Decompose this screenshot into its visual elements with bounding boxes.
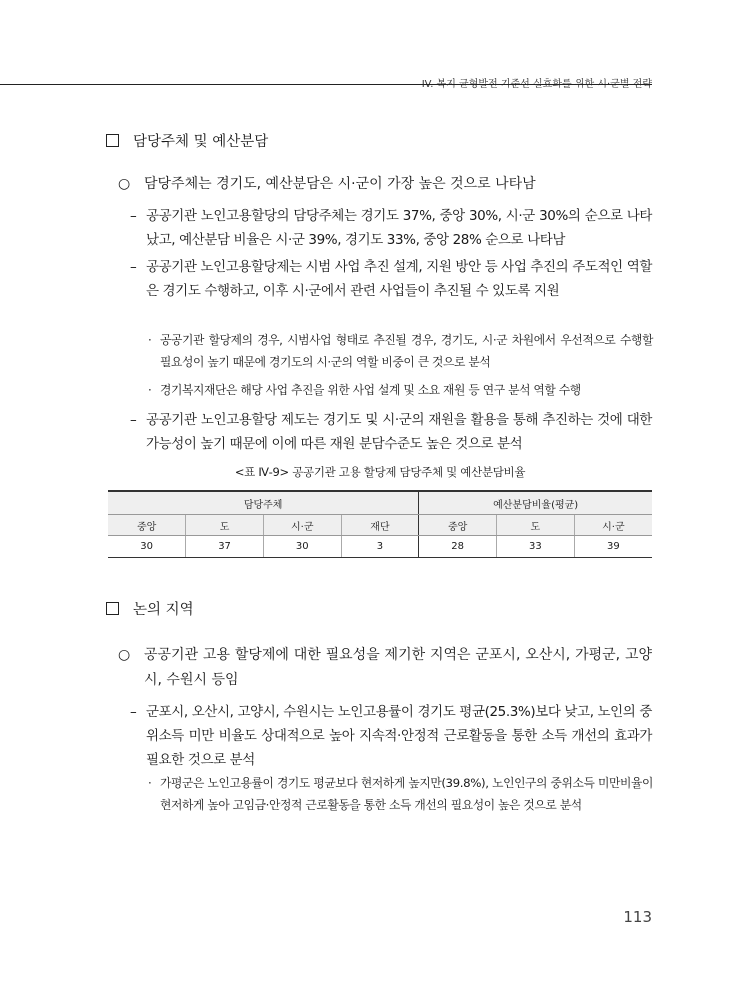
dot-subpoint — [148, 772, 653, 816]
dot-subpoint — [148, 329, 653, 373]
dash-bullet — [130, 700, 652, 772]
table-cell: 28 — [419, 536, 497, 558]
table-cell: 33 — [497, 536, 575, 558]
dash-bullet-icon: – — [130, 208, 137, 224]
table-cell: 30 — [263, 536, 341, 558]
bullet-text: 군포시, 오산시, 고양시, 수원시는 노인고용률이 경기도 평균(25.3%)보다 낮고, 노인의 중위소득 미만 비율도 상대적으로 높아 지속적·안정적 근로활동을 통한 소득 개선의 효과가 필요한 것으로 분석 — [146, 704, 652, 768]
dot-bullet-icon: · — [148, 776, 152, 790]
table-row — [108, 536, 652, 558]
column-header: 시·군 — [574, 515, 652, 536]
table-cell: 30 — [108, 536, 186, 558]
circle-point — [118, 643, 652, 693]
group-header-agency: 담당주체 — [108, 491, 419, 515]
dot-bullet-icon: · — [148, 383, 152, 397]
bullet-text: 공공기관 노인고용할당제는 시범 사업 추진 설계, 지원 방안 등 사업 추진의 주도적인 역할은 경기도 수행하고, 이후 시·군에서 관련 사업들이 추진될 수 있도록 지원 — [146, 259, 652, 299]
point-text: 공공기관 고용 할당제에 대한 필요성을 제기한 지역은 군포시, 오산시, 가평군, 고양시, 수원시 등임 — [144, 647, 652, 688]
dash-bullet — [130, 408, 652, 456]
square-bullet-icon — [106, 602, 119, 615]
dash-bullet — [130, 255, 652, 303]
column-header: 중앙 — [419, 515, 497, 536]
section-heading-regions — [106, 600, 194, 620]
table-cell: 3 — [341, 536, 419, 558]
dot-bullet-icon: · — [148, 333, 152, 347]
square-bullet-icon — [106, 134, 119, 147]
group-header-budget: 예산분담비율(평균) — [419, 491, 652, 515]
subpoint-text: 공공기관 할당제의 경우, 시범사업 형태로 추진될 경우, 경기도, 시·군 차원에서 우선적으로 수행할 필요성이 높기 때문에 경기도의 시·군의 역할 비중이 큰 것으로 분석 — [160, 333, 653, 369]
column-header: 재단 — [341, 515, 419, 536]
dash-bullet — [130, 204, 652, 252]
dash-bullet-icon: – — [130, 412, 137, 428]
column-header: 도 — [186, 515, 264, 536]
dash-bullet-icon: – — [130, 704, 137, 720]
circle-bullet-icon: ○ — [118, 176, 131, 192]
circle-point — [118, 172, 652, 197]
table-cell: 39 — [574, 536, 652, 558]
section-heading-text: 논의 지역 — [133, 602, 194, 618]
table-caption: <표 Ⅳ-9> 공공기관 고용 할당제 담당주체 및 예산분담비율 — [234, 465, 526, 479]
column-header: 시·군 — [263, 515, 341, 536]
dash-bullet-icon: – — [130, 259, 137, 275]
bullet-text: 공공기관 노인고용할당 제도는 경기도 및 시·군의 재원을 활용을 통해 추진하는 것에 대한 가능성이 높기 때문에 이에 따른 재원 분담수준도 높은 것으로 분석 — [146, 412, 652, 452]
subpoint-text: 가평군은 노인고용률이 경기도 평균보다 현저하게 높지만(39.8%), 노인인구의 중위소득 미만비율이 현저하게 높아 고임금·안정적 근로활동을 통한 소득 개선의 필요성이 높은 것으로 분석 — [160, 776, 653, 812]
budget-table — [108, 490, 652, 558]
subpoint-text: 경기복지재단은 해당 사업 추진을 위한 사업 설계 및 소요 재원 등 연구 분석 역할 수행 — [160, 383, 581, 397]
point-text: 담당주체는 경기도, 예산분담은 시·군이 가장 높은 것으로 나타남 — [144, 176, 536, 192]
table-cell: 37 — [186, 536, 264, 558]
circle-bullet-icon: ○ — [118, 647, 131, 663]
section-heading-budget — [106, 132, 268, 152]
running-head-title: IV. 복지 균형발전 기준선 실효화를 위한 시·군별 전략 — [421, 79, 652, 90]
bullet-text: 공공기관 노인고용할당의 담당주체는 경기도 37%, 중앙 30%, 시·군 30%의 순으로 나타났고, 예산분담 비율은 시·군 39%, 경기도 33%, 중앙 28% 순으로 나타남 — [146, 208, 652, 248]
column-header: 중앙 — [108, 515, 186, 536]
section-heading-text: 담당주체 및 예산분담 — [133, 134, 269, 150]
column-header: 도 — [497, 515, 575, 536]
header-rule — [0, 84, 652, 85]
dot-subpoint — [148, 379, 653, 401]
page-number: 113 — [623, 908, 652, 926]
